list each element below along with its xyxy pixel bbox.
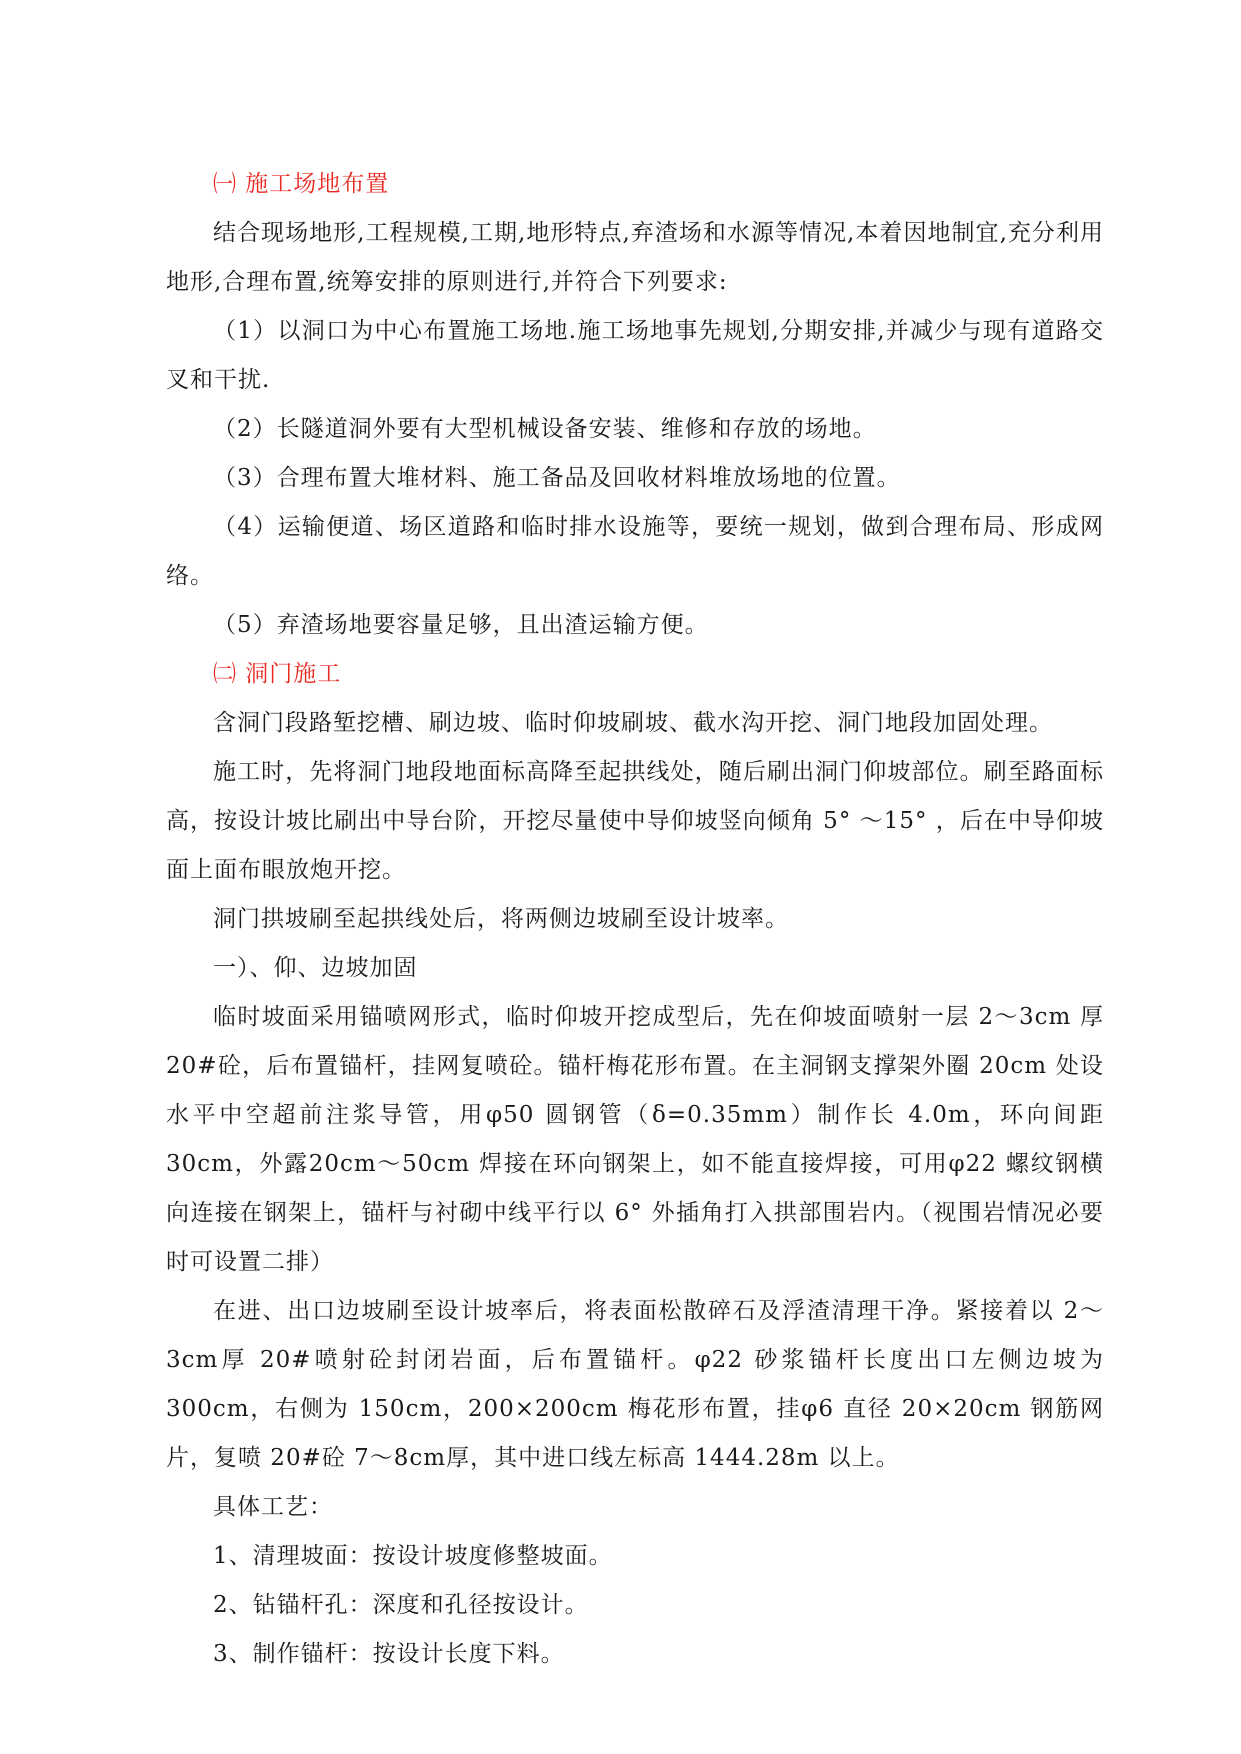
list-item-requirement-1: （1）以洞口为中心布置施工场地.施工场地事先规划,分期安排,并减少与现有道路交叉和干扰.	[166, 318, 1104, 393]
subheading-slope-reinforcement: 一）、仰、边坡加固	[213, 955, 418, 981]
process-step-3: 3、制作锚杆：按设计长度下料。	[213, 1641, 565, 1667]
list-item-requirement-2: （2）长隧道洞外要有大型机械设备安装、维修和存放的场地。	[213, 416, 877, 442]
paragraph-portal-method: 施工时，先将洞门地段地面标高降至起拱线处，随后刷出洞门仰坡部位。刷至路面标高，按设计坡比刷出中导台阶，开挖尽量使中导仰坡竖向倾角 5° ～15° ，后在中导仰坡面上面布眼放炮开挖。	[166, 759, 1104, 883]
paragraph-side-slope: 在进、出口边坡刷至设计坡率后，将表面松散碎石及浮渣清理干净。紧接着以 2～3cm厚 20#喷射砼封闭岩面，后布置锚杆。φ22 砂浆锚杆长度出口左侧边坡为 300cm，右侧为 150cm，200×200cm 梅花形布置，挂φ6 直径 20×20cm 钢筋网片，复喷 20#砼 7～8cm厚，其中进口线左标高 1444.28m 以上。	[166, 1298, 1104, 1471]
paragraph-site-intro: 结合现场地形,工程规模,工期,地形特点,弃渣场和水源等情况,本着因地制宜,充分利用地形,合理布置,统筹安排的原则进行,并符合下列要求:	[166, 220, 1104, 295]
paragraph-temporary-slope: 临时坡面采用锚喷网形式，临时仰坡开挖成型后，先在仰坡面喷射一层 2～3cm 厚20#砼，后布置锚杆，挂网复喷砼。锚杆梅花形布置。在主洞钢支撑架外圈 20cm 处设水平中空超前注浆导管，用φ50 圆钢管（δ=0.35mm）制作长 4.0m，环向间距 30cm，外露20cm～50cm 焊接在环向钢架上，如不能直接焊接，可用φ22 螺纹钢横向连接在钢架上，锚杆与衬砌中线平行以 6° 外插角打入拱部围岩内。（视围岩情况必要时可设置二排）	[166, 1004, 1104, 1275]
list-item-requirement-3: （3）合理布置大堆材料、施工备品及回收材料堆放场地的位置。	[213, 465, 901, 491]
document-body	[166, 160, 1104, 1679]
paragraph-portal-scope: 含洞门段路堑挖槽、刷边坡、临时仰坡刷坡、截水沟开挖、洞门地段加固处理。	[213, 710, 1053, 736]
process-step-2: 2、钻锚杆孔：深度和孔径按设计。	[213, 1592, 589, 1618]
process-step-1: 1、清理坡面：按设计坡度修整坡面。	[213, 1543, 613, 1569]
paragraph-process-title: 具体工艺：	[213, 1494, 333, 1520]
paragraph-portal-slope: 洞门拱坡刷至起拱线处后，将两侧边坡刷至设计坡率。	[213, 906, 789, 932]
section-heading-site-layout: ㈠ 施工场地布置	[213, 171, 390, 197]
list-item-requirement-5: （5）弃渣场地要容量足够，且出渣运输方便。	[213, 612, 709, 638]
section-heading-portal-construction: ㈡ 洞门施工	[213, 661, 342, 687]
list-item-requirement-4: （4）运输便道、场区道路和临时排水设施等，要统一规划，做到合理布局、形成网络。	[166, 514, 1104, 589]
